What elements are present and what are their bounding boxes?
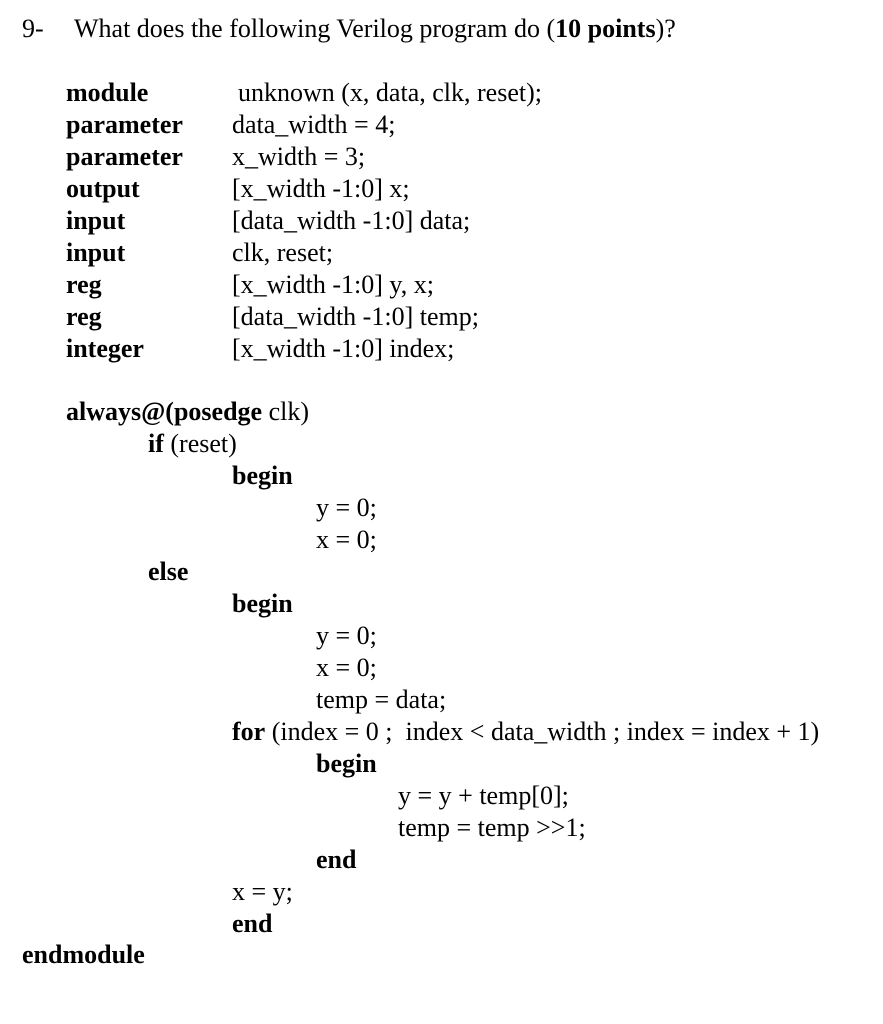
decl-keyword-integer: integer — [66, 334, 144, 363]
decl-keyword-module: module — [66, 78, 149, 107]
loop-temp-shift: temp = temp >>1; — [398, 813, 586, 842]
decl-keyword-input-2: input — [66, 238, 126, 267]
begin-keyword-reset: begin — [232, 461, 293, 490]
question-points: 10 points — [555, 14, 656, 43]
end-keyword-else: end — [232, 909, 273, 938]
decl-value-module: unknown (x, data, clk, reset); — [238, 78, 542, 107]
reset-y-assign: y = 0; — [316, 493, 377, 522]
temp-assign: temp = data; — [316, 685, 447, 714]
decl-keyword-reg-2: reg — [66, 302, 102, 331]
if-condition: (reset) — [163, 429, 237, 458]
else-keyword: else — [148, 557, 189, 586]
question-text — [74, 14, 676, 44]
always-sensitivity: clk) — [262, 397, 310, 426]
reset-x-assign: x = 0; — [316, 525, 377, 554]
decl-value-reg-1: [x_width -1:0] y, x; — [232, 270, 434, 299]
begin-keyword-else: begin — [232, 589, 293, 618]
decl-value-parameter-2: x_width = 3; — [232, 142, 366, 171]
decl-keyword-output: output — [66, 174, 140, 203]
else-y-assign: y = 0; — [316, 621, 377, 650]
for-header: (index = 0 ; index < data_width ; index = index + 1) — [265, 717, 820, 746]
for-line — [232, 717, 819, 747]
loop-y-assign: y = y + temp[0]; — [398, 781, 569, 810]
end-keyword-loop: end — [316, 845, 357, 874]
question-text-after: )? — [655, 14, 676, 43]
question-text-before: What does the following Verilog program do ( — [74, 14, 556, 43]
begin-keyword-loop: begin — [316, 749, 377, 778]
decl-keyword-parameter-2: parameter — [66, 142, 183, 171]
decl-keyword-input-1: input — [66, 206, 126, 235]
always-keyword: always@(posedge — [66, 397, 263, 426]
endmodule-keyword: endmodule — [22, 940, 145, 969]
else-x-assign: x = 0; — [316, 653, 377, 682]
decl-value-input-1: [data_width -1:0] data; — [232, 206, 471, 235]
question-number: 9- — [22, 14, 44, 43]
if-keyword: if — [148, 429, 164, 458]
for-keyword: for — [232, 717, 266, 746]
decl-value-output: [x_width -1:0] x; — [232, 174, 410, 203]
always-line — [66, 397, 309, 427]
decl-keyword-reg-1: reg — [66, 270, 102, 299]
decl-value-reg-2: [data_width -1:0] temp; — [232, 302, 479, 331]
decl-keyword-parameter-1: parameter — [66, 110, 183, 139]
x-assign: x = y; — [232, 877, 293, 906]
decl-value-parameter-1: data_width = 4; — [232, 110, 396, 139]
if-line — [148, 429, 237, 459]
decl-value-integer: [x_width -1:0] index; — [232, 334, 455, 363]
decl-value-input-2: clk, reset; — [232, 238, 334, 267]
